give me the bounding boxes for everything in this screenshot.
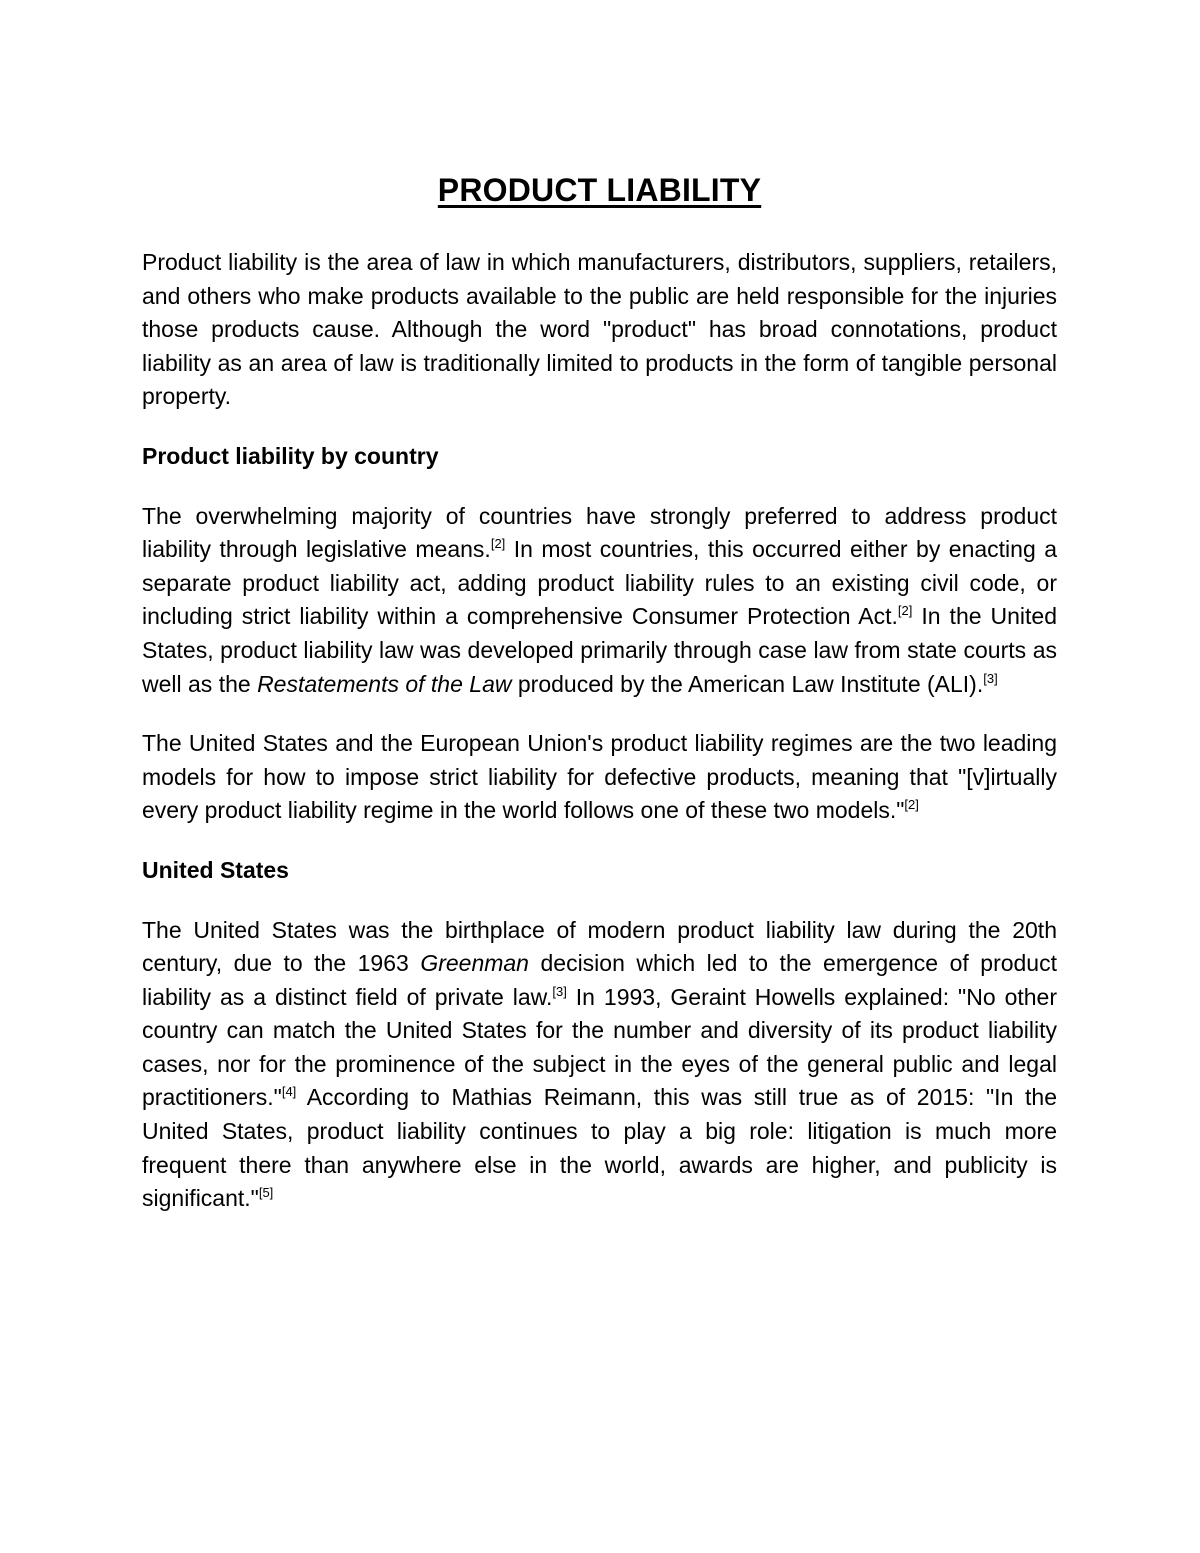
by-country-paragraph-2	[142, 727, 1057, 828]
paragraph-text: produced by the American Law Institute (ALI).	[511, 670, 984, 697]
paragraph-text: The United States was the birthplace of modern product liability law during the 20th century, due to the 1963	[142, 916, 1057, 977]
paragraph-text: In the United States, product liability law was developed primarily through case law from state courts as well as the	[142, 603, 1058, 697]
italic-case-name: Greenman	[420, 950, 529, 977]
by-country-paragraph-1	[142, 500, 1057, 702]
paragraph-text: In 1993, Geraint Howells explained: "No other country can match the United States for the number and diversity of its product liability cases, nor for the prominence of the subject in the eyes of the general public and legal practitioners."	[142, 983, 1057, 1111]
intro-paragraph: Product liability is the area of law in which manufacturers, distributors, suppliers, retailers, and others who make products available to the public are held responsible for the injuries those products cause. Although the word "product" has broad connotations, product liability as an area of law is traditionally limited to products in the form of tangible personal property.	[142, 249, 1057, 410]
document-body	[142, 170, 1057, 1242]
paragraph-text: The United States and the European Union's product liability regimes are the two leading models for how to impose strict liability for defective products, meaning that "[v]irtually every product liability regime in the world follows one of these two models."	[142, 730, 1057, 824]
paragraph-text: decision which led to the emergence of product liability as a distinct field of private law.	[142, 950, 1057, 1010]
reference-link[interactable]: [3]	[552, 983, 567, 999]
paragraph-text: In most countries, this occurred either by enacting a separate product liability act, adding product liability rules to an existing civil code, or including strict liability within a comprehensive Consumer Protection Act.	[142, 536, 1057, 630]
page-title: PRODUCT LIABILITY	[437, 172, 762, 208]
section-heading-by-country: Product liability by country	[142, 442, 439, 469]
section-heading-united-states: United States	[142, 856, 289, 883]
paragraph-text: According to Mathias Reimann, this was still true as of 2015: "In the United States, product liability continues to play a big role: litigation is much more frequent there than anywhere else in the world, awards are higher, and publicity is significant."	[142, 1084, 1057, 1212]
italic-title: Restatements of the Law	[257, 670, 512, 697]
reference-link[interactable]: [5]	[258, 1185, 274, 1201]
reference-link[interactable]: [2]	[897, 603, 913, 619]
paragraph-text: The overwhelming majority of countries have strongly preferred to address product liability through legislative means.	[142, 502, 1057, 563]
reference-link[interactable]: [4]	[281, 1084, 297, 1100]
reference-link[interactable]: [3]	[983, 670, 998, 686]
reference-link[interactable]: [2]	[490, 536, 506, 552]
reference-link[interactable]: [2]	[904, 797, 919, 813]
united-states-paragraph-1	[142, 914, 1057, 1216]
